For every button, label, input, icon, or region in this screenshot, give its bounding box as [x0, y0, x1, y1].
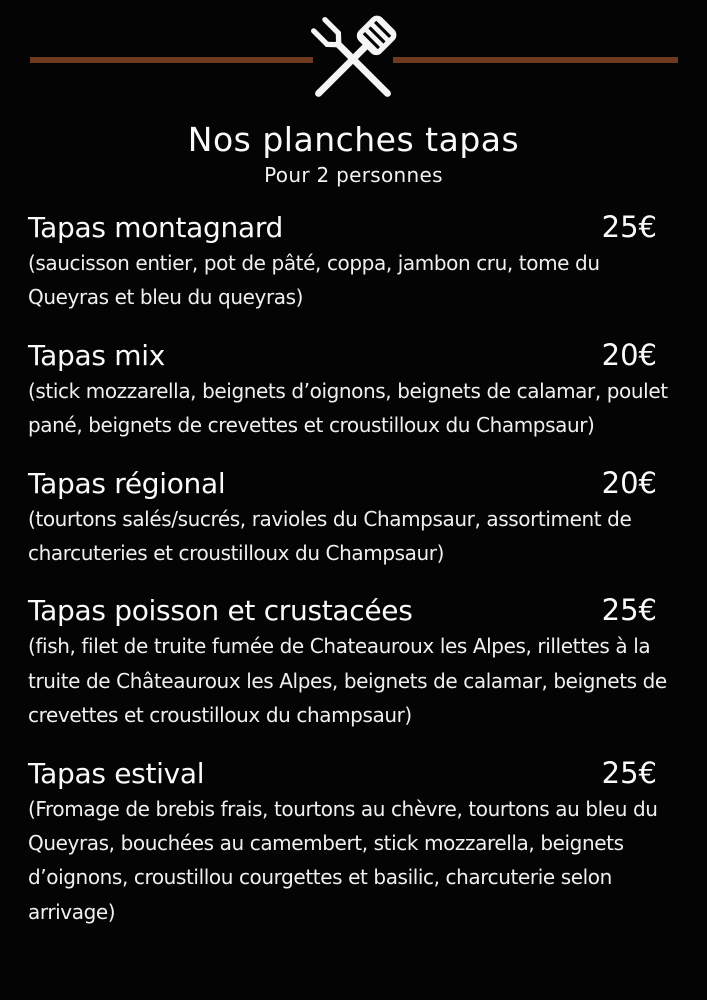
menu-item	[28, 756, 677, 930]
menu-item-name: Tapas montagnard	[28, 211, 284, 244]
menu-item-header	[28, 338, 677, 372]
menu-item-description: (Fromage de brebis frais, tourtons au chèvre, tourtons au bleu du Queyras, bouchées au camembert, stick mozzarella, beignets d’oignons, croustillou courgettes et basilic, charcuterie selon arrivage)	[28, 796, 658, 924]
menu-item-header	[28, 466, 677, 500]
menu-item-description: (saucisson entier, pot de pâté, coppa, jambon cru, tome du Queyras et bleu du queyras)	[28, 251, 600, 310]
menu-item-name: Tapas régional	[28, 466, 226, 500]
menu-item-name: Tapas mix	[28, 338, 165, 372]
menu-item	[28, 210, 677, 315]
menu-item-name: Tapas poisson et crustacées	[28, 594, 413, 628]
page-subtitle: Pour 2 personnes	[264, 163, 443, 187]
menu-item-price: 25€	[601, 593, 657, 628]
menu-list	[0, 210, 707, 929]
menu-item-description: (fish, filet de truite fumée de Chateauroux les Alpes, rillettes à la truite de Châteauroux les Alpes, beignets de calamar, beignets de crevettes et croustilloux du champsaur)	[28, 634, 667, 728]
divider-line-left	[30, 57, 313, 63]
menu-item-header	[28, 593, 677, 627]
menu-item-price: 20€	[601, 337, 657, 372]
divider-line-right	[393, 57, 678, 63]
menu-item	[28, 466, 677, 571]
menu-item	[28, 593, 677, 732]
crossed-fork-and-spatula-icon	[300, 6, 406, 112]
menu-item-name: Tapas estival	[28, 756, 205, 790]
menu-item-header	[28, 210, 677, 244]
menu-item-price: 20€	[601, 465, 657, 500]
menu-item-description: (tourtons salés/sucrés, ravioles du Champsaur, assortiment de charcuteries et croustilloux du Champsaur)	[28, 506, 632, 565]
menu-item-header	[28, 756, 677, 790]
menu-item-price: 25€	[601, 210, 657, 244]
menu-item	[28, 338, 677, 443]
menu-item-price: 25€	[601, 755, 657, 790]
header	[0, 0, 707, 112]
menu-item-description: (stick mozzarella, beignets d’oignons, beignets de calamar, poulet pané, beignets de crevettes et croustilloux du Champsaur)	[28, 378, 668, 438]
page-title: Nos planches tapas	[187, 120, 520, 159]
